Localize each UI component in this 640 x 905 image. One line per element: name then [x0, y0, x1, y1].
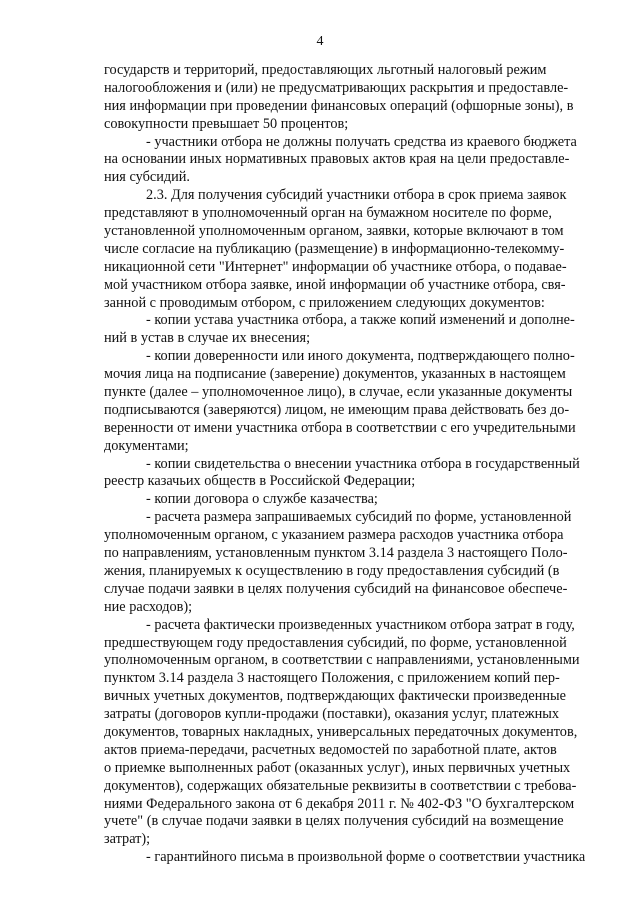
text-line: - гарантийного письма в произвольной форме о соответствии участника: [146, 849, 586, 866]
text-line: актов приема-передачи, расчетных ведомостей по заработной плате, актов: [104, 741, 557, 758]
text-line: никационной сети "Интернет" информации об участнике отбора, о подавае-: [104, 258, 567, 275]
text-line: - копии доверенности или иного документа, подтверждающего полно-: [146, 348, 575, 365]
text-line: уполномоченным органом, в соответствии с направлениями, установленными: [104, 652, 580, 669]
text-line: мой участником отбора заявке, иной информации об участнике отбора, свя-: [104, 276, 566, 293]
text-line: по направлениям, установленным пунктом 3.14 раздела 3 настоящего Поло-: [104, 545, 568, 562]
page-number: 4: [316, 34, 324, 49]
text-line: ния информации при проведении финансовых операций (офшорные зоны), в: [104, 97, 574, 114]
text-line: ниями Федерального закона от 6 декабря 2011 г. № 402-ФЗ "О бухгалтерском: [104, 795, 575, 812]
text-line: 2.3. Для получения субсидий участники отбора в срок приема заявок: [146, 187, 567, 204]
text-line: случае подачи заявки в целях получения субсидий на финансовое обеспече-: [104, 580, 568, 597]
text-line: на основании иных нормативных правовых актов края на цели предоставле-: [104, 151, 570, 168]
text-line: числе согласие на публикацию (размещение) в информационно-телекомму-: [104, 240, 565, 257]
text-line: веренности от имени участника отбора в соответствии с его учредительными: [104, 419, 576, 436]
text-line: - расчета размера запрашиваемых субсидий по форме, установленной: [146, 509, 572, 526]
text-line: уполномоченным органом, с указанием размера расходов участника отбора: [104, 527, 564, 544]
text-line: - участники отбора не должны получать средства из краевого бюджета: [146, 133, 577, 150]
text-line: ния субсидий.: [104, 169, 190, 186]
text-line: - копии договора о службе казачества;: [146, 491, 378, 508]
text-line: государств и территорий, предоставляющих льготный налоговый режим: [104, 62, 547, 78]
text-line: реестр казачьих обществ в Российской Федерации;: [104, 473, 416, 490]
text-line: ние расходов);: [104, 598, 193, 615]
text-line: жения, планируемых к осуществлению в году предоставления субсидий (в: [104, 562, 560, 579]
text-line: занной с проводимым отбором, с приложением следующих документов:: [104, 294, 545, 311]
text-line: вичных учетных документов, подтверждающих фактически произведенные: [104, 688, 567, 705]
text-line: документов, товарных накладных, универсальных передаточных документов,: [104, 723, 578, 740]
text-line: затрат);: [104, 831, 151, 848]
text-line: затраты (договоров купли-продажи (поставки), оказания услуг, платежных: [104, 706, 559, 723]
text-line: документами;: [104, 437, 189, 454]
text-line: пункте (далее – уполномоченное лицо), в случае, если указанные документы: [104, 384, 573, 401]
text-line: мочия лица на подписание (заверение) документов, указанных в настоящем: [104, 366, 566, 383]
text-line: установленной уполномоченным органом, заявки, которые включают в том: [104, 223, 564, 240]
text-line: пунктом 3.14 раздела 3 настоящего Положения, с приложением копий пер-: [104, 670, 560, 687]
text-line: о приемке выполненных работ (оказанных услуг), иных первичных учетных: [104, 759, 571, 776]
text-line: подписываются (заверяются) лицом, не имеющим права действовать без до-: [104, 401, 570, 418]
text-line: - копии свидетельства о внесении участника отбора в государственный: [146, 455, 580, 472]
body-text: [104, 62, 586, 867]
text-line: предшествующем году предоставления субсидий, по форме, установленной: [104, 634, 567, 651]
text-line: - копии устава участника отбора, а также копий изменений и дополне-: [146, 312, 575, 329]
text-line: налогообложения и (или) не предусматривающих раскрытия и предоставле-: [104, 79, 569, 96]
text-line: представляют в уполномоченный орган на бумажном носителе по форме,: [104, 205, 552, 222]
text-line: документов), содержащих обязательные реквизиты в соответствии с требова-: [104, 777, 577, 794]
text-line: совокупности превышает 50 процентов;: [104, 115, 349, 132]
text-line: учете" (в случае подачи заявки в целях получения субсидий на возмещение: [104, 813, 564, 830]
text-line: - расчета фактически произведенных участником отбора затрат в году,: [146, 616, 575, 633]
text-line: ний в устав в случае их внесения;: [104, 330, 311, 347]
